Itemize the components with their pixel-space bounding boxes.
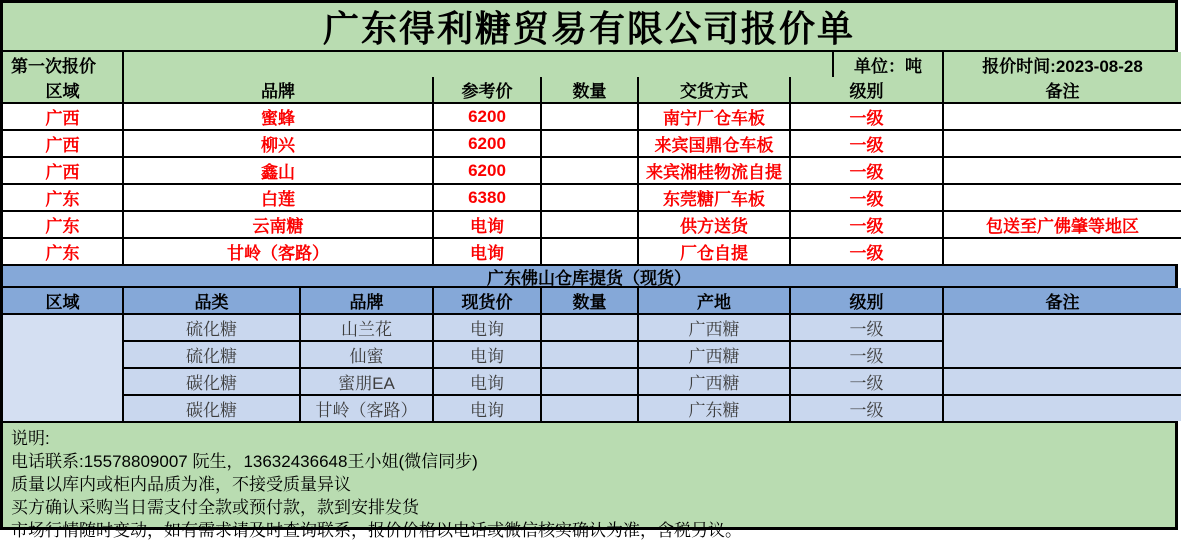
cell-note xyxy=(943,157,1181,184)
cell-grade: 一级 xyxy=(790,184,943,211)
cell-brand: 甘岭（客路） xyxy=(123,238,433,264)
table-row xyxy=(3,184,1181,211)
cell-brand: 仙蜜 xyxy=(300,341,433,368)
cell-qty xyxy=(541,395,638,421)
cell-qty xyxy=(541,184,638,211)
cell-delivery: 供方送货 xyxy=(638,211,790,238)
cell-qty xyxy=(541,130,638,157)
note-line-payment: 买方确认采购当日需支付全款或预付款，款到安排发货 xyxy=(11,498,419,517)
info-row xyxy=(3,52,1181,77)
column-header-brand: 品牌 xyxy=(300,288,433,314)
cell-grade: 一级 xyxy=(790,395,943,421)
cell-delivery: 来宾湘桂物流自提 xyxy=(638,157,790,184)
table-header-row xyxy=(3,288,1181,314)
column-header-grade: 级别 xyxy=(790,288,943,314)
cell-note xyxy=(943,368,1181,395)
column-header-qty: 数量 xyxy=(541,288,638,314)
notes-label: 说明: xyxy=(11,429,50,448)
cell-qty xyxy=(541,238,638,264)
cell-note xyxy=(943,238,1181,264)
column-header-ref-price: 参考价 xyxy=(433,77,541,103)
note-line-market: 市场行情随时变动，如有需求请及时查询联系，报价价格以电话或微信核实确认为准，含税另议。 xyxy=(11,521,742,540)
column-header-region: 区域 xyxy=(3,288,123,314)
column-header-brand: 品牌 xyxy=(123,77,433,103)
cell-region: 广东 xyxy=(3,184,123,211)
cell-category: 碳化糖 xyxy=(123,395,300,421)
cell-grade: 一级 xyxy=(790,130,943,157)
cell-qty xyxy=(541,368,638,395)
cell-region: 广西 xyxy=(3,103,123,130)
cell-note: 包送至广佛肇等地区 xyxy=(943,211,1181,238)
cell-delivery: 东莞糖厂车板 xyxy=(638,184,790,211)
cell-price: 6200 xyxy=(433,130,541,157)
cell-grade: 一级 xyxy=(790,157,943,184)
column-header-spot-price: 现货价 xyxy=(433,288,541,314)
cell-region: 广西 xyxy=(3,130,123,157)
cell-origin: 广西糖 xyxy=(638,341,790,368)
column-header-region: 区域 xyxy=(3,77,123,103)
page-title: 广东得利糖贸易有限公司报价单 xyxy=(3,3,1175,52)
cell-note xyxy=(943,130,1181,157)
cell-grade: 一级 xyxy=(790,238,943,264)
cell-category: 碳化糖 xyxy=(123,368,300,395)
cell-region: 广西 xyxy=(3,157,123,184)
cell-price: 电询 xyxy=(433,314,541,341)
cell-delivery: 来宾国鼎仓车板 xyxy=(638,130,790,157)
info-spacer-cell xyxy=(123,52,833,77)
cell-price: 6200 xyxy=(433,103,541,130)
cell-brand: 白莲 xyxy=(123,184,433,211)
cell-grade: 一级 xyxy=(790,314,943,341)
cell-brand: 蜜蜂 xyxy=(123,103,433,130)
cell-origin: 广西糖 xyxy=(638,368,790,395)
column-header-note: 备注 xyxy=(943,288,1181,314)
table-row xyxy=(3,238,1181,264)
cell-grade: 一级 xyxy=(790,368,943,395)
column-header-category: 品类 xyxy=(123,288,300,314)
cell-price: 电询 xyxy=(433,368,541,395)
cell-brand: 蜜朋EA xyxy=(300,368,433,395)
cell-price: 电询 xyxy=(433,211,541,238)
cell-delivery: 厂仓自提 xyxy=(638,238,790,264)
unit-label: 单位：吨 xyxy=(833,52,943,77)
cell-price: 电询 xyxy=(433,395,541,421)
cell-brand: 鑫山 xyxy=(123,157,433,184)
cell-grade: 一级 xyxy=(790,103,943,130)
cell-grade: 一级 xyxy=(790,341,943,368)
cell-qty xyxy=(541,211,638,238)
table-row xyxy=(3,395,1181,421)
cell-region: 广东 xyxy=(3,211,123,238)
cell-note xyxy=(943,184,1181,211)
cell-region-merged xyxy=(3,314,123,421)
column-header-origin: 产地 xyxy=(638,288,790,314)
column-header-note: 备注 xyxy=(943,77,1181,103)
cell-category: 硫化糖 xyxy=(123,314,300,341)
spot-goods-table xyxy=(3,288,1181,421)
cell-note-merged xyxy=(943,314,1181,368)
cell-price: 电询 xyxy=(433,341,541,368)
note-line-contacts: 电话联系:15578809007 阮生，13632436648王小姐(微信同步) xyxy=(11,452,478,471)
cell-note xyxy=(943,395,1181,421)
notes-section xyxy=(3,421,1175,542)
column-header-grade: 级别 xyxy=(790,77,943,103)
table-row xyxy=(3,103,1181,130)
section-title-warehouse: 广东佛山仓库提货（现货） xyxy=(3,264,1175,288)
cell-qty xyxy=(541,157,638,184)
cell-price: 电询 xyxy=(433,238,541,264)
table-row xyxy=(3,157,1181,184)
cell-qty xyxy=(541,341,638,368)
table-row xyxy=(3,314,1181,341)
table-row xyxy=(3,130,1181,157)
quote-time-label: 报价时间:2023-08-28 xyxy=(943,52,1181,77)
cell-category: 硫化糖 xyxy=(123,341,300,368)
cell-origin: 广东糖 xyxy=(638,395,790,421)
cell-price: 6200 xyxy=(433,157,541,184)
cell-brand: 甘岭（客路） xyxy=(300,395,433,421)
quote-round-label: 第一次报价 xyxy=(3,52,123,77)
column-header-qty: 数量 xyxy=(541,77,638,103)
table-header-row xyxy=(3,77,1181,103)
table-row xyxy=(3,368,1181,395)
cell-qty xyxy=(541,103,638,130)
cell-grade: 一级 xyxy=(790,211,943,238)
table-row xyxy=(3,211,1181,238)
cell-region: 广东 xyxy=(3,238,123,264)
cell-qty xyxy=(541,314,638,341)
cell-brand: 柳兴 xyxy=(123,130,433,157)
cell-brand: 山兰花 xyxy=(300,314,433,341)
cell-note xyxy=(943,103,1181,130)
column-header-delivery: 交货方式 xyxy=(638,77,790,103)
cell-price: 6380 xyxy=(433,184,541,211)
cell-brand: 云南糖 xyxy=(123,211,433,238)
cell-origin: 广西糖 xyxy=(638,314,790,341)
cell-delivery: 南宁厂仓车板 xyxy=(638,103,790,130)
note-line-quality: 质量以库内或柜内品质为准，不接受质量异议 xyxy=(11,475,351,494)
quote-table xyxy=(3,77,1181,264)
